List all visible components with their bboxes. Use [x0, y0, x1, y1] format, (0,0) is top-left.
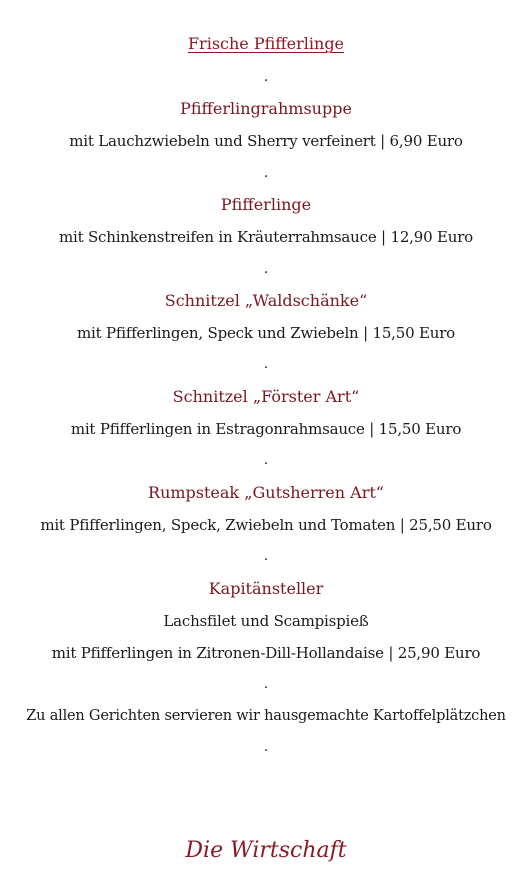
separator-dot: . — [263, 69, 269, 85]
signature-logo: Die Wirtschaft — [185, 838, 347, 863]
dish-description-5: mit Pfifferlingen, Speck, Zwiebeln und Tomaten | 25,50 Euro — [40, 516, 492, 534]
dish-description-3: mit Pfifferlingen, Speck und Zwiebeln | 15,50 Euro — [76, 324, 456, 342]
dish-description-6-line1: Lachsfilet und Scampispieß — [163, 612, 369, 630]
separator-dot: . — [263, 356, 269, 372]
separator-dot: . — [263, 676, 269, 692]
dish-name-1: Pfifferlingrahmsuppe — [180, 99, 352, 118]
dish-description-2: mit Schinkenstreifen in Kräuterrahmsauce | 12,90 Euro — [58, 228, 474, 246]
dish-name-5: Rumpsteak „Gutsherren Art“ — [148, 483, 384, 502]
menu-title: Frische Pfifferlinge — [187, 34, 345, 53]
dish-description-6-line2: mit Pfifferlingen in Zitronen-Dill-Hollandaise | 25,90 Euro — [51, 644, 481, 662]
separator-dot: . — [263, 261, 269, 277]
side-dish-note: Zu allen Gerichten servieren wir hausgemachte Kartoffelplätzchen — [26, 708, 506, 724]
dish-name-4: Schnitzel „Förster Art“ — [172, 387, 360, 406]
separator-dot: . — [263, 165, 269, 181]
separator-dot: . — [263, 739, 269, 755]
dish-description-4: mit Pfifferlingen in Estragonrahmsauce | 15,50 Euro — [70, 420, 462, 438]
dish-name-3: Schnitzel „Waldschänke“ — [164, 291, 368, 310]
separator-dot: . — [263, 548, 269, 564]
separator-dot: . — [263, 452, 269, 468]
dish-description-1: mit Lauchzwiebeln und Sherry verfeinert | 6,90 Euro — [69, 132, 463, 150]
dish-name-2: Pfifferlinge — [220, 195, 312, 214]
dish-name-6: Kapitänsteller — [208, 579, 324, 598]
